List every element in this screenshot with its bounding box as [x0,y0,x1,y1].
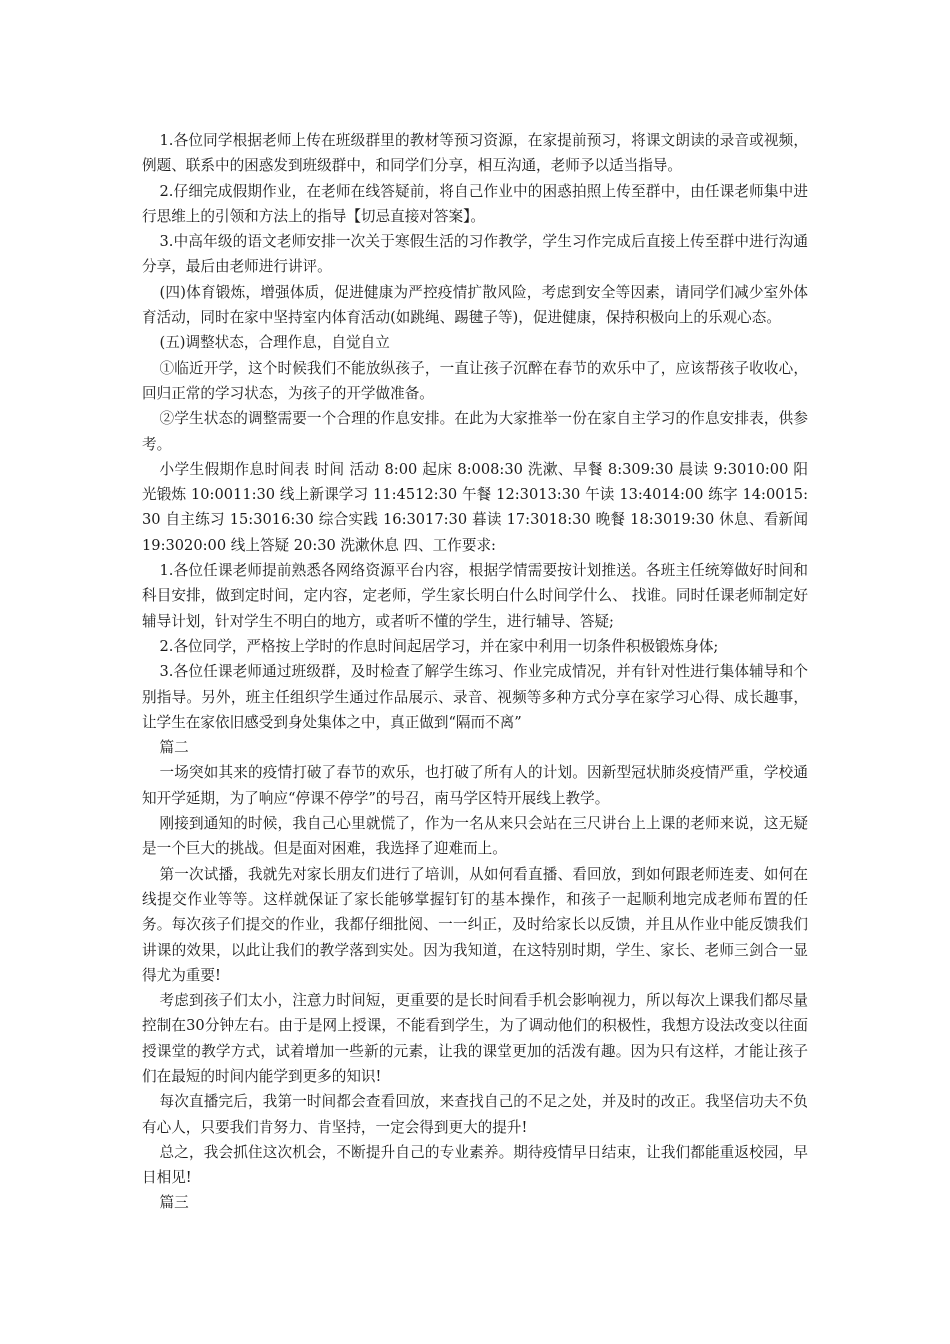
document-body [142,128,808,1216]
paragraph: ①临近开学，这个时候我们不能放纵孩子，一直让孩子沉醉在春节的欢乐中了，应该帮孩子收收心，回归正常的学习状态，为孩子的开学做准备。 [142,359,808,402]
paragraph: ②学生状态的调整需要一个合理的作息安排。在此为大家推举一份在家自主学习的作息安排表，供参考。 [142,410,808,453]
paragraph: (四)体育锻炼，增强体质，促进健康为严控疫情扩散风险，考虑到安全等因素，请同学们减少室外体育活动，同时在家中坚持室内体育活动(如跳绳、踢毽子等)，促进健康，保持积极向上的乐观心态。 [142,283,808,327]
paragraph: 刚接到通知的时候，我自己心里就慌了，作为一名从来只会站在三尺讲台上上课的老师来说，这无疑是一个巨大的挑战。但是面对困难，我选择了迎难而上。 [142,815,808,858]
paragraph: 2.各位同学，严格按上学时的作息时间起居学习，并在家中利用一切条件积极锻炼身体; [159,637,719,655]
section-heading: 篇三 [159,1194,189,1212]
paragraph: 考虑到孩子们太小，注意力时间短，更重要的是长时间看手机会影响视力，所以每次上课我们都尽量控制在30分钟左右。由于是网上授课，不能看到学生，为了调动他们的积极性，我想方设法改变以往面授课堂的教学方式，试着增加一些新的元素，让我的课堂更加的活泼有趣。因为只有这样，才能让孩子们在最短的时间内能学到更多的知识! [142,992,808,1085]
paragraph: 每次直播完后，我第一时间都会查看回放，来查找自己的不足之处，并及时的改正。我坚信功夫不负有心人，只要我们肯努力、肯坚持，一定会得到更大的提升! [142,1093,808,1136]
paragraph: 总之，我会抓住这次机会，不断提升自己的专业素养。期待疫情早日结束，让我们都能重返校园，早日相见! [142,1143,808,1187]
paragraph: 2.仔细完成假期作业，在老师在线答疑前，将自己作业中的困惑拍照上传至群中，由任课老师集中进行思维上的引领和方法上的指导【切忌直接对答案】。 [142,182,808,225]
paragraph: 1.各位同学根据老师上传在班级群里的教材等预习资源，在家提前预习，将课文朗读的录音或视频，例题、联系中的困惑发到班级群中，和同学们分享，相互沟通，老师予以适当指导。 [142,132,808,175]
paragraph: 3.各位任课老师通过班级群，及时检查了解学生练习、作业完成情况，并有针对性进行集体辅导和个别指导。另外，班主任组织学生通过作品展示、录音、视频等多种方式分享在家学习心得、成长趣事，让学生在家依旧感受到身处集体之中，真正做到“隔而不离” [142,663,808,731]
schedule-paragraph: 小学生假期作息时间表 时间 活动 8:00 起床 8:008:30 洗漱、早餐 8:309:30 晨读 9:3010:00 阳光锻炼 10:0011:30 线上新课学习 11:4512:30 午餐 12:3013:30 午读 13:4014:00 练字 14:0015:30 自主练习 15:3016:30 综合实践 16:3017:30 暮读 17:3018:30 晚餐 18:3019:30 休息、看新闻 19:3020:00 线上答疑 20:30 洗漱休息 四、工作要求: [142,460,808,554]
paragraph: 第一次试播，我就先对家长朋友们进行了培训，从如何看直播、看回放，到如何跟老师连麦、如何在线提交作业等等。这样就保证了家长能够掌握钉钉的基本操作，和孩子一起顺利地完成老师布置的任务。每次孩子们提交的作业，我都仔细批阅、一一纠正，及时给家长以反馈，并且从作业中能反馈我们讲课的效果，以此让我们的教学落到实处。因为我知道，在这特别时期，学生、家长、老师三剑合一显得尤为重要! [142,865,808,984]
paragraph: 1.各位任课老师提前熟悉各网络资源平台内容，根据学情需要按计划推送。各班主任统筹做好时间和科目安排，做到定时间，定内容，定老师，学生家长明白什么时间学什么、 找谁。同时任课老师制定好辅导计划，针对学生不明白的地方，或者听不懂的学生，进行辅导、答疑; [142,562,808,630]
section-heading: (五)调整状态，合理作息，自觉自立 [159,334,390,352]
section-heading: 篇二 [159,739,189,757]
paragraph: 一场突如其来的疫情打破了春节的欢乐，也打破了所有人的计划。因新型冠状肺炎疫情严重，学校通知开学延期，为了响应“停课不停学”的号召，南马学区特开展线上教学。 [142,764,808,807]
paragraph: 3.中高年级的语文老师安排一次关于寒假生活的习作教学，学生习作完成后直接上传至群中进行沟通分享，最后由老师进行讲评。 [142,233,808,276]
